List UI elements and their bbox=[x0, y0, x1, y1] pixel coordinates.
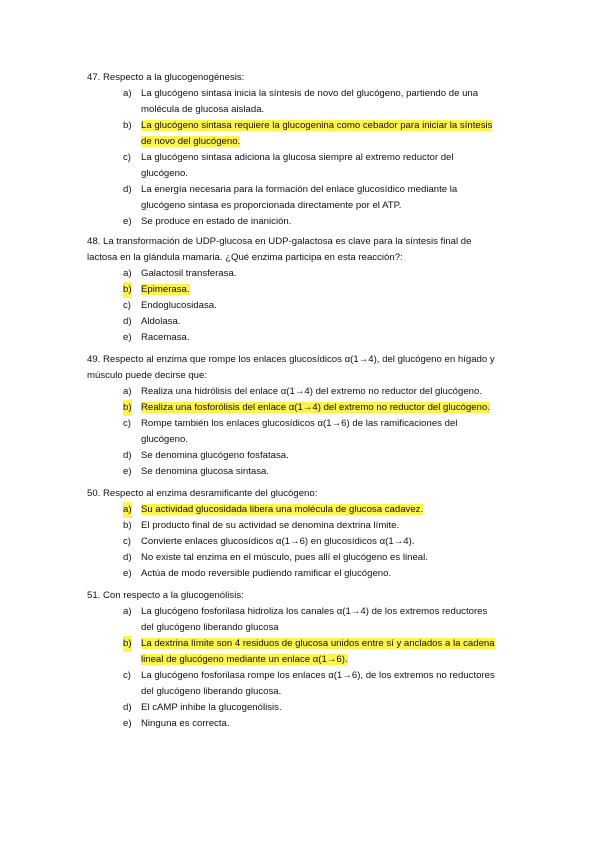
option-letter: b) bbox=[123, 282, 132, 298]
option-line: La glucógeno sintasa inicia la síntesis de novo del glucógeno, partiendo de una bbox=[141, 88, 479, 99]
stem-line: Respecto al enzima que rompe los enlaces glucosídicos α(1→4), del glucógeno en hígado y bbox=[103, 354, 495, 365]
option-letter: d) bbox=[123, 450, 132, 461]
question-number: 51. bbox=[87, 590, 101, 601]
option-letter: e) bbox=[123, 466, 132, 477]
option-b bbox=[123, 118, 527, 150]
option-letter: e) bbox=[123, 332, 132, 343]
stem-line: Con respecto a la glucogenólisis: bbox=[103, 590, 244, 601]
option-a bbox=[123, 86, 527, 118]
option-line: Se denomina glucógeno fosfatasa. bbox=[141, 450, 289, 461]
question-number: 47. bbox=[87, 72, 101, 83]
question-number: 50. bbox=[87, 488, 101, 499]
option-letter: c) bbox=[123, 418, 131, 429]
option-line: Convierte enlaces glucosídicos α(1→6) en glucosídicos α(1→4). bbox=[141, 536, 415, 547]
question-49 bbox=[87, 352, 527, 480]
option-a bbox=[123, 604, 527, 636]
question-stem bbox=[87, 70, 527, 86]
option-a bbox=[123, 266, 527, 282]
option-c bbox=[123, 150, 527, 182]
option-letter: e) bbox=[123, 568, 132, 579]
option-a bbox=[123, 502, 527, 518]
question-number: 48. bbox=[87, 236, 101, 247]
option-line: El producto final de su actividad se denomina dextrina límite. bbox=[141, 520, 400, 531]
option-c bbox=[123, 668, 527, 700]
question-50 bbox=[87, 486, 527, 582]
question-stem bbox=[87, 486, 527, 502]
stem-line: músculo puede decirse que: bbox=[87, 370, 207, 381]
option-line-highlighted: Su actividad glucosidada libera una molécula de glucosa cadavez. bbox=[141, 504, 424, 515]
option-line: No existe tal enzima en el músculo, pues allí el glucógeno es lineal. bbox=[141, 552, 428, 563]
option-e bbox=[123, 214, 527, 230]
option-line: Realiza una hidrólisis del enlace α(1→4) del extremo no reductor del glucógeno. bbox=[141, 386, 482, 397]
option-letter: b) bbox=[123, 520, 132, 531]
option-letter: c) bbox=[123, 152, 131, 163]
option-letter: e) bbox=[123, 718, 132, 729]
option-line-highlighted: lineal de glucógeno mediante un enlace α(1→6). bbox=[141, 654, 348, 665]
question-48 bbox=[87, 234, 527, 346]
question-stem bbox=[87, 588, 527, 604]
option-letter: c) bbox=[123, 670, 131, 681]
stem-line: La transformación de UDP-glucosa en UDP-galactosa es clave para la síntesis final de bbox=[103, 236, 472, 247]
option-line: molécula de glucosa aislada. bbox=[141, 104, 265, 115]
option-c bbox=[123, 298, 527, 314]
option-letter: c) bbox=[123, 300, 131, 311]
option-line-highlighted: de novo del glucógeno. bbox=[141, 136, 241, 147]
option-letter: d) bbox=[123, 702, 132, 713]
option-line: Racemasa. bbox=[141, 332, 190, 343]
option-letter: d) bbox=[123, 316, 132, 327]
question-47 bbox=[87, 70, 527, 230]
option-a bbox=[123, 384, 527, 400]
question-number: 49. bbox=[87, 354, 101, 365]
option-b bbox=[123, 636, 527, 668]
option-line: El cAMP inhibe la glucogenólisis. bbox=[141, 702, 282, 713]
option-letter: b) bbox=[123, 636, 132, 652]
option-line: Se produce en estado de inanición. bbox=[141, 216, 292, 227]
option-letter: a) bbox=[123, 268, 132, 279]
option-letter: d) bbox=[123, 184, 132, 195]
option-line-highlighted: La dextrina límite son 4 residuos de glucosa unidos entre sí y anclados a la cadena bbox=[141, 638, 495, 649]
option-line: Se denomina glucosa sintasa. bbox=[141, 466, 269, 477]
option-d bbox=[123, 550, 527, 566]
question-51 bbox=[87, 588, 527, 732]
question-stem bbox=[87, 234, 527, 250]
option-c bbox=[123, 534, 527, 550]
option-line: Aldolasa. bbox=[141, 316, 181, 327]
option-letter: a) bbox=[123, 606, 132, 617]
option-line: glucógeno. bbox=[141, 168, 188, 179]
option-line: Ninguna es correcta. bbox=[141, 718, 230, 729]
stem-line: lactosa en la glándula mamaria. ¿Qué enzima participa en esta reacción?: bbox=[87, 252, 403, 263]
option-line: del glucógeno liberando glucosa bbox=[141, 622, 279, 633]
option-c bbox=[123, 416, 527, 448]
option-line-highlighted: Epimerasa. bbox=[141, 284, 190, 295]
stem-line: Respecto al enzima desramificante del glucógeno: bbox=[103, 488, 318, 499]
option-line: La glucógeno fosforilasa hidroliza los canales α(1→4) de los extremos reductores bbox=[141, 606, 488, 617]
option-e bbox=[123, 330, 527, 346]
option-b bbox=[123, 400, 527, 416]
option-e bbox=[123, 566, 527, 582]
option-d bbox=[123, 700, 527, 716]
option-e bbox=[123, 716, 527, 732]
option-line: Actúa de modo reversible pudiendo ramificar el glucógeno. bbox=[141, 568, 392, 579]
option-b bbox=[123, 282, 527, 298]
stem-line: Respecto a la glucogenogénesis: bbox=[103, 72, 245, 83]
option-letter: e) bbox=[123, 216, 132, 227]
option-line: Rompe también los enlaces glucosídicos α(1→6) de las ramificaciones del bbox=[141, 418, 458, 429]
option-letter: d) bbox=[123, 552, 132, 563]
option-line: glucógeno. bbox=[141, 434, 188, 445]
option-line: del glucógeno liberando glucosa. bbox=[141, 686, 282, 697]
option-d bbox=[123, 448, 527, 464]
question-stem bbox=[87, 352, 527, 368]
option-b bbox=[123, 518, 527, 534]
option-letter: b) bbox=[123, 400, 132, 416]
option-line: La energía necesaria para la formación del enlace glucosídico mediante la bbox=[141, 184, 458, 195]
option-letter: a) bbox=[123, 88, 132, 99]
option-letter: b) bbox=[123, 120, 132, 131]
option-e bbox=[123, 464, 527, 480]
option-d bbox=[123, 182, 527, 214]
option-line: Galactosil transferasa. bbox=[141, 268, 237, 279]
option-letter: c) bbox=[123, 536, 131, 547]
option-line-highlighted: La glucógeno sintasa requiere la glucogenina como cebador para iniciar la síntesis bbox=[141, 120, 493, 131]
option-letter: a) bbox=[123, 386, 132, 397]
option-d bbox=[123, 314, 527, 330]
option-line-highlighted: Realiza una fosforólisis del enlace α(1→4) del extremo no reductor del glucógeno. bbox=[141, 402, 490, 413]
option-line: La glucógeno fosforilasa rompe los enlaces α(1→6), de los extremos no reductores bbox=[141, 670, 495, 681]
option-letter: a) bbox=[123, 502, 132, 518]
option-line: glucógeno sintasa es proporcionada directamente por el ATP. bbox=[141, 200, 402, 211]
option-line: Endoglucosidasa. bbox=[141, 300, 217, 311]
option-line: La glucógeno sintasa adiciona la glucosa siempre al extremo reductor del bbox=[141, 152, 454, 163]
